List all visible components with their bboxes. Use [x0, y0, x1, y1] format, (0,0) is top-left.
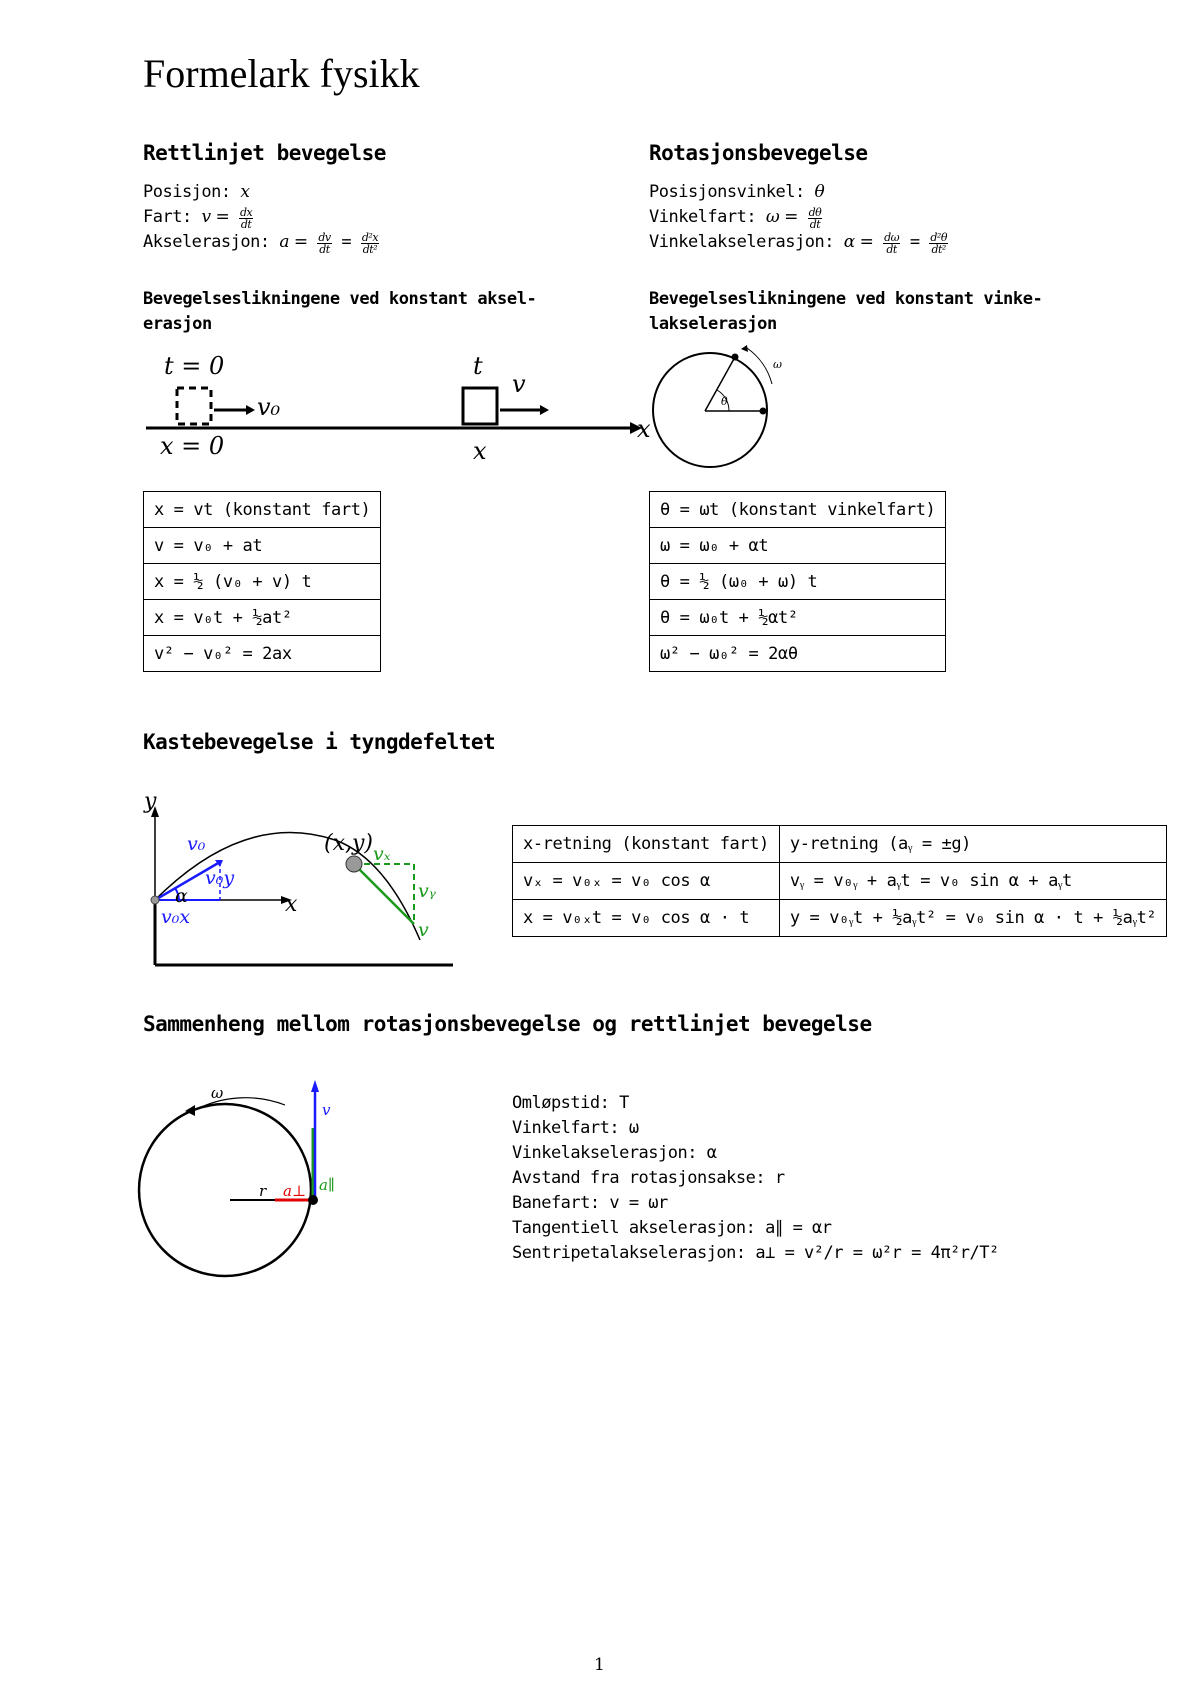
- rotation-equations-table: [649, 491, 946, 672]
- rotation-eq-heading: Bevegelseslikningene ved konstant vinke- lakselerasjon: [649, 289, 1043, 334]
- end-block: [463, 388, 497, 424]
- relation-line-1: Omløpstid: T: [512, 1093, 629, 1113]
- relation-line-4: Avstand fra rotasjonsakse: r: [512, 1168, 785, 1188]
- rotation-eq-3: θ = ½ (ω₀ + ω) t: [650, 564, 946, 600]
- relation-line-6: Tangentiell akselerasjon: a∥ = αr: [512, 1218, 832, 1238]
- linear-eq-4: x = v₀t + ½at²: [144, 600, 381, 636]
- angvel-line: Vinkelfart: ω = $\frac{d\theta}{dt}$: [649, 206, 822, 231]
- relation-line-2: Vinkelfart: ω: [512, 1118, 639, 1138]
- axis-x-label: x: [637, 415, 651, 443]
- linear-eq-3: x = ½ (v₀ + v) t: [144, 564, 381, 600]
- speed-line: Fart: v = $\frac{dx}{dt}$: [143, 206, 253, 231]
- accel-line: Akselerasjon: a = $\frac{dv}{dt}$ = $\frac{\text{d²x}}{\text{dt²}}$: [143, 231, 379, 256]
- position-line: Posisjon: x: [143, 182, 250, 202]
- linear-heading: Rettlinjet bevegelse: [143, 141, 386, 165]
- v0x-label: v₀x: [161, 906, 191, 928]
- theta-label: θ: [721, 395, 728, 408]
- table-header-x: x-retning (konstant fart): [513, 826, 780, 863]
- linear-eq-5: v² − v₀² = 2ax: [144, 636, 381, 672]
- relation-line-5: Banefart: v = ωr: [512, 1193, 668, 1213]
- table-cell: y = v₀ᵧt + ½aᵧt² = v₀ sin α · t + ½aᵧt²: [779, 900, 1166, 937]
- relation-line-7: Sentripetalakselerasjon: a⊥ = v²/r = ω²r = 4π²r/T²: [512, 1243, 999, 1263]
- relation-definitions: [512, 1091, 999, 1266]
- a-perp-label: a⊥: [283, 1182, 307, 1200]
- v-vector: [354, 864, 414, 924]
- x-axis-label: x: [285, 892, 298, 917]
- linear-equations-table: [143, 491, 381, 672]
- page-title: Formelark fysikk: [143, 51, 420, 96]
- table-cell: vₓ = v₀ₓ = v₀ cos α: [513, 863, 780, 900]
- rotation-eq-4: θ = ω₀t + ½αt²: [650, 600, 946, 636]
- linear-eq-2: v = v₀ + at: [144, 528, 381, 564]
- y-axis-label: y: [144, 789, 157, 814]
- linear-eq-1: x = vt (konstant fart): [144, 492, 381, 528]
- angacc-line: Vinkelakselerasjon: α = $\frac{d\omega}{dt}$ = $\frac{\text{d²θ}}{\text{dt²}}$: [649, 231, 947, 256]
- angle-line: Posisjonsvinkel: θ: [649, 182, 825, 202]
- linear-definitions: [143, 180, 379, 255]
- linear-motion-diagram: [140, 348, 660, 468]
- vy-label: vᵧ: [418, 880, 436, 902]
- t0-label: t = 0: [164, 352, 225, 380]
- rotation-eq-5: ω² − ω₀² = 2αθ: [650, 636, 946, 672]
- omega-label: ω: [211, 1084, 224, 1102]
- projectile-table: [512, 825, 1167, 937]
- relation-heading: Sammenheng mellom rotasjonsbevegelse og rettlinjet bevegelse: [143, 1012, 872, 1036]
- point-marker: [346, 856, 362, 872]
- r-label: r: [259, 1182, 267, 1200]
- relation-diagram: [135, 1070, 365, 1290]
- rotation-eq-2: ω = ω₀ + αt: [650, 528, 946, 564]
- linear-eq-heading: Bevegelseslikningene ved konstant aksel- erasjon: [143, 289, 537, 334]
- v-label: v: [418, 919, 429, 941]
- v0-label: v₀: [187, 833, 206, 855]
- rotation-heading: Rotasjonsbevegelse: [649, 141, 868, 165]
- omega-label: ω: [773, 358, 782, 371]
- start-block: [177, 388, 211, 424]
- t-label: t: [473, 352, 483, 380]
- page-number: 1: [594, 1655, 605, 1675]
- rotation-eq-1: θ = ωt (konstant vinkelfart): [650, 492, 946, 528]
- vx-label: vₓ: [373, 843, 391, 865]
- rotation-definitions: [649, 180, 948, 255]
- table-cell: x = v₀ₓt = v₀ cos α · t: [513, 900, 780, 937]
- v-label: v: [322, 1101, 331, 1119]
- table-cell: vᵧ = v₀ᵧ + aᵧt = v₀ sin α + aᵧt: [779, 863, 1166, 900]
- x0-label: x = 0: [160, 432, 225, 460]
- v0y-label: v₀y: [205, 867, 235, 889]
- table-header-y: y-retning (aᵧ = ±g): [779, 826, 1166, 863]
- alpha-label: α: [175, 885, 188, 907]
- x-label: x: [473, 437, 487, 465]
- rotation-circle: [653, 353, 767, 467]
- relation-line-3: Vinkelakselerasjon: α: [512, 1143, 717, 1163]
- projectile-diagram: [135, 780, 465, 970]
- v-label: v: [512, 370, 526, 398]
- a-par-label: a∥: [319, 1176, 335, 1194]
- v0-label: v₀: [257, 393, 281, 421]
- point-label: (x,y): [324, 831, 373, 856]
- rotation-diagram: [645, 340, 805, 470]
- projectile-heading: Kastebevegelse i tyngdefeltet: [143, 730, 496, 754]
